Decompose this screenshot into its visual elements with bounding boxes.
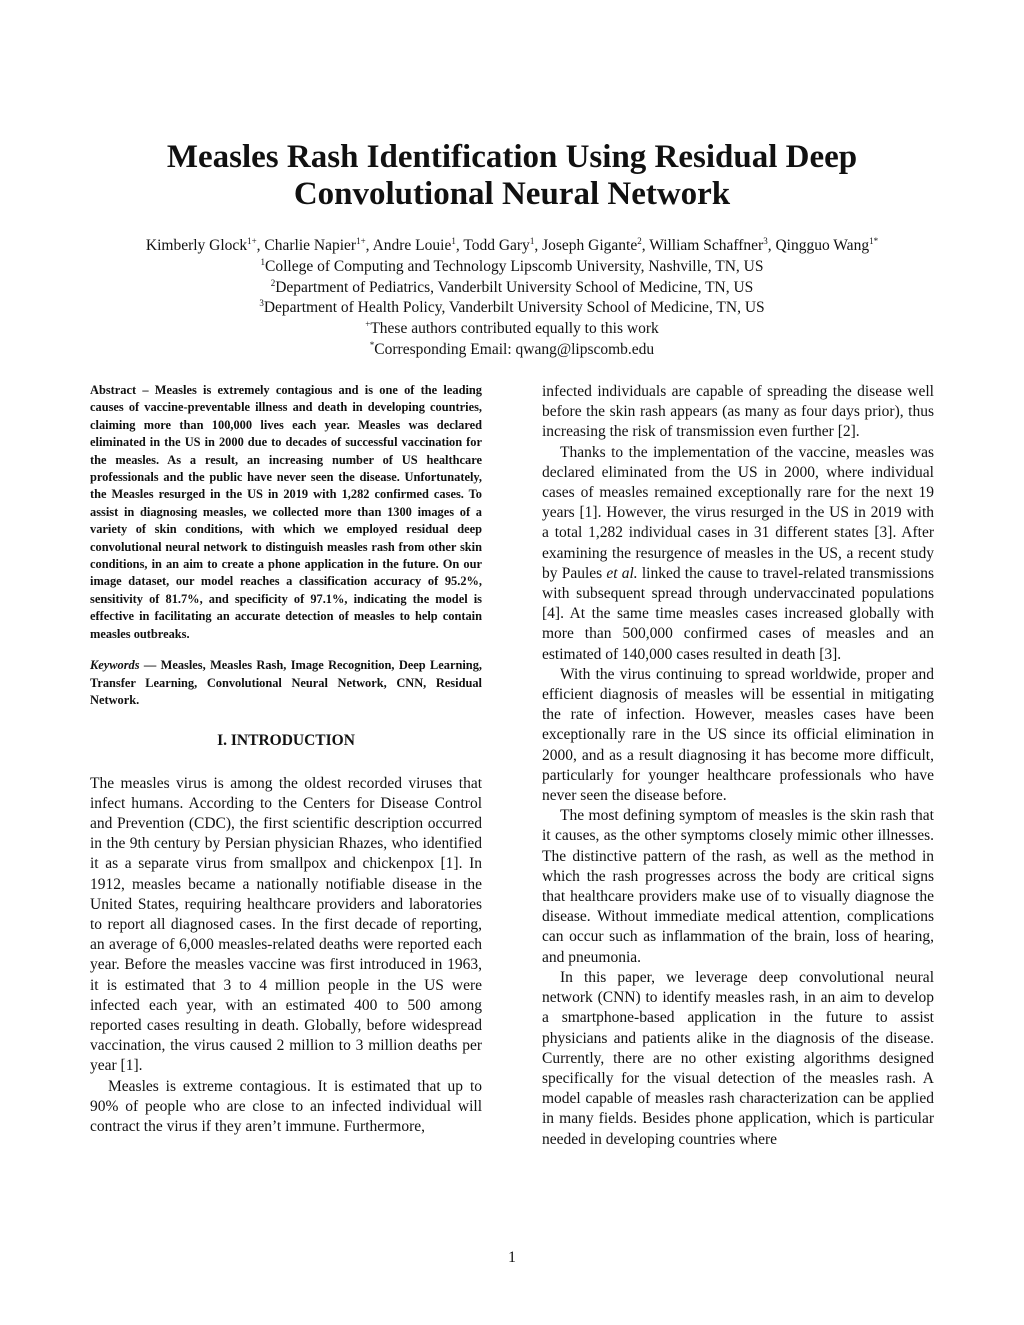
author-name: William Schaffner: [649, 237, 764, 254]
author-affiliation-mark: 1: [529, 236, 535, 246]
keywords-label: Keywords: [90, 658, 140, 673]
right-paragraph-1: infected individuals are capable of spreading the disease well before the skin rash appears (as many as four days prior), thus increasing the risk of transmission even further [2].: [542, 383, 934, 441]
author-affiliation-mark: 2: [637, 236, 642, 246]
keywords: [90, 657, 482, 709]
page-number: 1: [508, 1249, 516, 1266]
title-line-2: Convolutional Neural Network: [293, 176, 731, 212]
et-al: et al.: [606, 564, 638, 582]
author-affiliation-mark: 1: [451, 236, 456, 246]
affiliation-2: $^2$Department of Pediatrics, Vanderbilt University School of Medicine, TN, US: [270, 277, 754, 296]
author-affiliation-mark: 1+: [247, 236, 257, 246]
author-name: Qingguo Wang: [775, 237, 870, 254]
author-list: Kimberly Glock$^{1+}$, Charlie Napier$^{1+}$, Andre Louie$^1$, Todd Gary$^1$, Joseph Gigante$^2$, William Schaffner$^3$, Qingguo Wang$^{1*}$: [145, 236, 879, 254]
right-paragraph-3: With the virus continuing to spread worldwide, proper and efficient diagnosis of measles will be essential in mitigating the rate of infection. However, measles cases have been exceptionally rare in the US since its official elimination in 2000, and as a result diagnosing it has become more difficult, particularly for younger healthcare professionals who have never seen the disease before.: [542, 665, 934, 805]
abstract: Abstract – Measles is extremely contagious and is one of the leading causes of vaccine-preventable illness and death in developing countries, claiming more than 100,000 lives each year. Measles was declared eliminated in the US in 2000 due to decades of successful vaccination for the measles. As a result, an increasing number of US healthcare professionals and the public have never seen the disease. Unfortunately, the Measles resurged in the US in 2019 with 1,282 confirmed cases. To assist in diagnosing measles, we collected more than 1300 images of a variety of skin conditions, with which we employed residual deep convolutional neural network to distinguish measles rash from other skin conditions, in an aim to create a phone application in the future. On our image dataset, our model reaches a classification accuracy of 95.2%, sensitivity of 81.7%, and specificity of 97.1%, indicating the model is effective in facilitating an accurate detection of measles to help contain measles outbreaks.: [90, 383, 482, 641]
author-name: Andre Louie: [372, 237, 452, 254]
intro-paragraph-2: Measles is extreme contagious. It is estimated that up to 90% of people who are close to an infected individual will contract the virus if they aren’t immune. Furthermore,: [90, 1077, 482, 1135]
left-column: [90, 382, 482, 1137]
affiliation-1: $^1$College of Computing and Technology Lipscomb University, Nashville, TN, US: [260, 256, 764, 275]
keywords-text: — Measles, Measles Rash, Image Recognition, Deep Learning, Transfer Learning, Convolutional Neural Network, CNN, Residual Network.: [90, 658, 482, 707]
author-name: Joseph Gigante: [542, 237, 638, 254]
author-name: Charlie Napier: [264, 237, 357, 254]
affiliation-3: $^3$Department of Health Policy, Vanderbilt University School of Medicine, TN, US: [259, 298, 765, 317]
right-paragraph-4: The most defining symptom of measles is the skin rash that it causes, as the other symptoms closely mimic other illnesses. The distinctive pattern of the rash, as well as the method in which the rash progresses across the body are critical signs that healthcare providers make use of to visually diagnose the disease. Without immediate medical attention, complications can occur such as inflammation of the brain, loss of hearing, and pneumonia.: [542, 807, 934, 966]
title-line-1: Measles Rash Identification Using Residual Deep: [166, 139, 858, 175]
paper-title: [90, 139, 934, 213]
right-paragraph-5: In this paper, we leverage deep convolutional neural network (CNN) to identify measles rash, in an aim to develop a smartphone-based application in the future to assist physicians and patients alike in the diagnosis of the disease. Currently, there are no other existing algorithms designed specifically for the visual detection of the measles rash. A model capable of measles rash characterization can be applied in many fields. Besides phone application, which is particular needed in developing countries where: [542, 968, 934, 1148]
author-name: Todd Gary: [463, 237, 530, 254]
right-paragraph-2: Thanks to the implementation of the vaccine, measles was declared eliminated from the US in 2000, where individual cases of measles remained exceptionally rare for the next 19 years [1]. However, the virus resurged in the US in 2019 with a total 1,282 individual cases in 31 different states [3]. After examining the resurgence of measles in the US, a recent study by Paules et al. linked the cause to travel-related transmissions with subsequent spread through undervaccinated populations [4]. At the same time measles cases increased globally with more than 500,000 confirmed cases of measles and an estimated of 140,000 cases resulted in death [3].: [542, 443, 934, 663]
equal-contribution-note: +These authors contributed equally to this work: [365, 319, 659, 338]
section-heading-introduction: I. INTRODUCTION: [217, 732, 355, 750]
corresponding-email: *Corresponding Email: qwang@lipscomb.edu: [369, 339, 655, 358]
author-block: [60, 236, 964, 361]
right-column: [542, 382, 934, 1150]
author-affiliation-mark: 3: [763, 236, 768, 246]
author-affiliation-mark: 1+: [356, 236, 366, 246]
author-affiliation-mark: 1*: [869, 236, 879, 246]
intro-paragraph-1: The measles virus is among the oldest recorded viruses that infect humans. According to the Centers for Disease Control and Prevention (CDC), the first scientific description occurred in the 9th century by Persian physician Rhazes, who identified it as a separate virus from smallpox and chickenpox [1]. In 1912, measles became a nationally notifiable disease in the United States, requiring healthcare providers and laboratories to report all diagnosed cases. In the first decade of reporting, an average of 6,000 measles-related deaths were reported each year. Before the measles vaccine was first introduced in 1963, it is estimated that 3 to 4 million people in the US were infected each year, with an estimated 400 to 500 among reported cases resulting in death. Globally, before widespread vaccination, the virus caused 2 million to 3 million deaths per year [1].: [90, 774, 482, 1075]
author-name: Kimberly Glock: [145, 237, 248, 254]
